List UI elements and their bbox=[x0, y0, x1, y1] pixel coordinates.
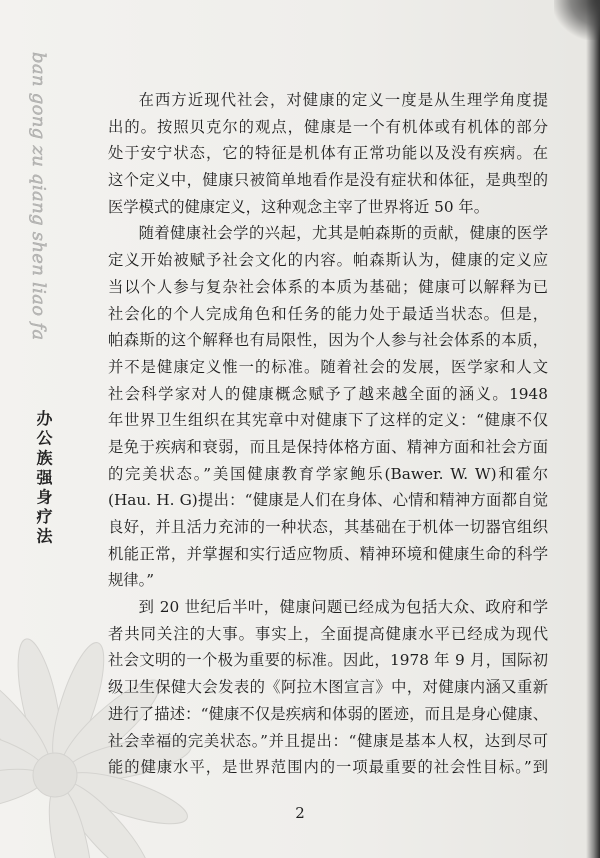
body-line: 定义开始被赋予社会文化的内容。帕森斯认为，健康的定义应 bbox=[108, 251, 548, 270]
flower-center bbox=[33, 753, 77, 797]
body-line: 社会文明的一个极为重要的标准。因此，1978 年 9 月，国际初 bbox=[108, 651, 548, 670]
body-line: 帕森斯的这个解释也有局限性，因为个人参与社会体系的本质， bbox=[108, 331, 548, 350]
body-line: 当以个人参与复杂社会体系的本质为基础；健康可以解释为已 bbox=[108, 277, 548, 296]
body-line: 社会幸福的完美状态。”并且提出：“健康是基本人权，达到尽可 bbox=[108, 731, 548, 750]
body-line: 并不是健康定义惟一的标准。随着社会的发展，医学家和人文 bbox=[108, 357, 548, 376]
scan-corner-shadow bbox=[554, 0, 600, 40]
page-number: 2 bbox=[295, 804, 305, 822]
body-line: 医学模式的健康定义，这种观念主宰了世界将近 50 年。 bbox=[108, 197, 490, 216]
body-text bbox=[108, 87, 548, 781]
body-line: 处于安宁状态，它的特征是机体有正常功能以及没有疾病。在 bbox=[108, 144, 548, 163]
pinyin-running-head: ban gong zu qiang shen liao fa bbox=[28, 52, 49, 341]
paragraph bbox=[108, 220, 548, 594]
body-line: 者共同关注的大事。事实上，全面提高健康水平已经成为现代 bbox=[108, 624, 548, 643]
body-line: 级卫生保健大会发表的《阿拉木图宣言》中，对健康内涵又重新 bbox=[108, 678, 548, 697]
body-line: 社会化的个人完成角色和任务的能力处于最适当状态。但是， bbox=[108, 304, 548, 323]
body-line: 社会科学家对人的健康概念赋予了越来越全面的涵义。1948 bbox=[108, 384, 548, 403]
scan-edge-shadow bbox=[586, 0, 600, 858]
paragraph bbox=[108, 87, 548, 220]
body-line: 到 20 世纪后半叶，健康问题已经成为包括大众、政府和学 bbox=[138, 598, 548, 617]
body-line: 机能正常，并掌握和实行适应物质、精神环境和健康生命的科学 bbox=[108, 544, 548, 563]
body-line: 这个定义中，健康只被简单地看作是没有症状和体征，是典型的 bbox=[108, 171, 548, 190]
body-line: 能的健康水平，是世界范围内的一项最重要的社会性目标。”到 bbox=[108, 758, 548, 777]
body-line: 的完美状态。”美国健康教育学家鲍乐(Bawer. W. W)和霍尔 bbox=[108, 464, 548, 483]
body-line: 是免于疾病和衰弱，而且是保持体格方面、精神方面和社会方面 bbox=[108, 437, 548, 456]
body-line: 进行了描述：“健康不仅是疾病和体弱的匿迹，而且是身心健康、 bbox=[108, 704, 548, 723]
body-line: 出的。按照贝克尔的观点，健康是一个有机体或有机体的部分 bbox=[108, 117, 548, 136]
body-line: 良好，并且活力充沛的一种状态，其基础在于机体一切器官组织 bbox=[108, 518, 548, 536]
body-line: (Hau. H. G)提出：“健康是人们在身体、心情和精神方面都自觉 bbox=[108, 491, 548, 510]
body-line: 在西方近现代社会，对健康的定义一度是从生理学角度提 bbox=[138, 91, 548, 109]
body-line: 随着健康社会学的兴起，尤其是帕森斯的贡献，健康的医学 bbox=[138, 224, 548, 243]
paragraph bbox=[108, 594, 548, 781]
body-line: 规律。” bbox=[108, 571, 155, 590]
body-line: 年世界卫生组织在其宪章中对健康下了这样的定义：“健康不仅 bbox=[108, 411, 548, 430]
book-title-vertical: 办公族强身疗法 bbox=[34, 410, 53, 548]
